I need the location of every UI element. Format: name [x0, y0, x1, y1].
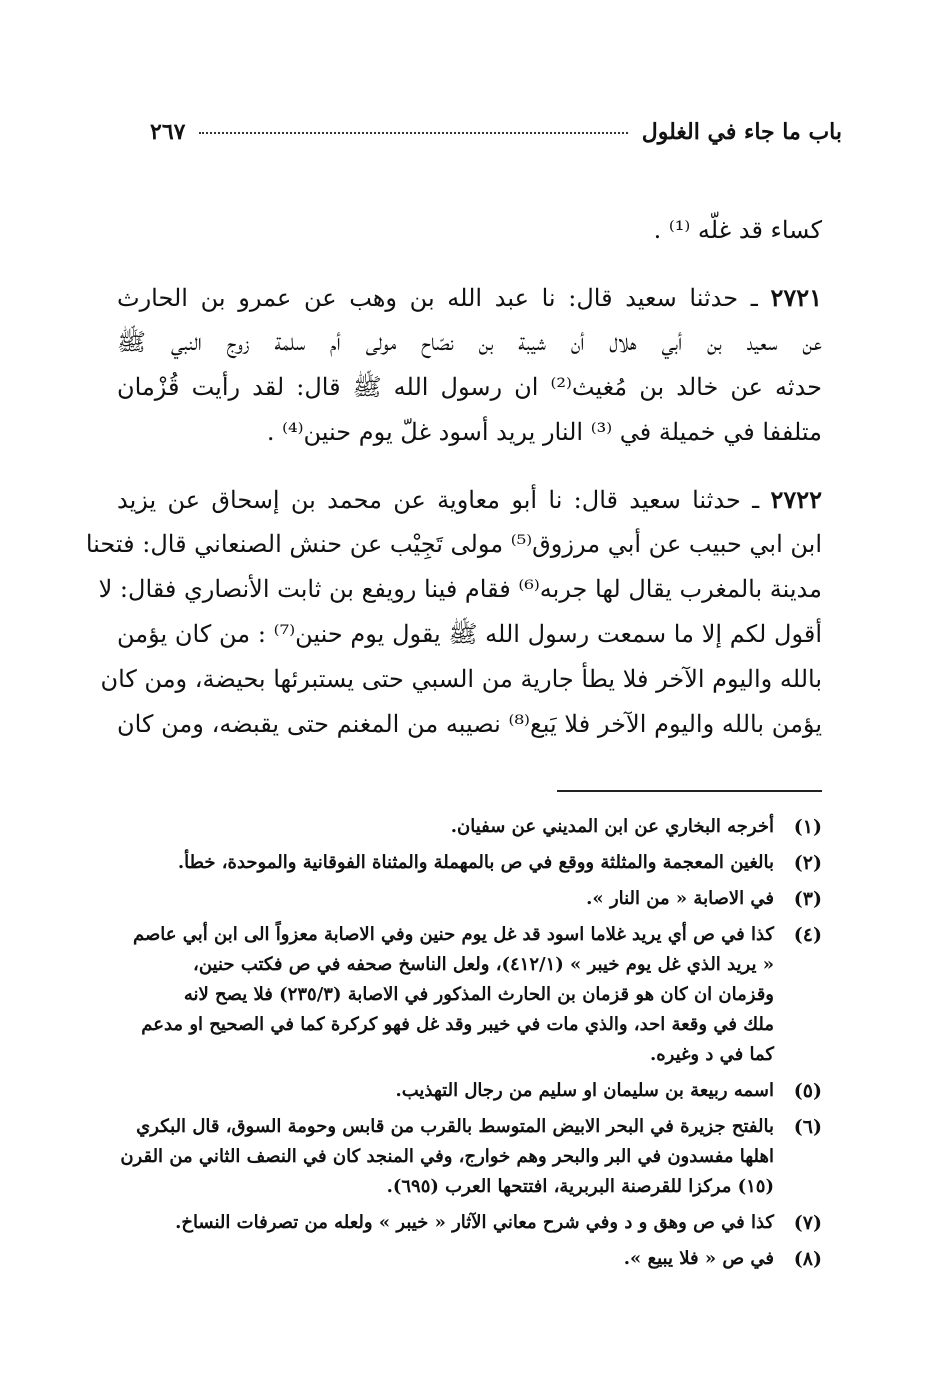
footnote-line: كذا في ص أي يريد غلاما اسود قد غل يوم حنين وفي الاصابة معزواً الى ابن أبي عاصم [133, 924, 774, 945]
footnote-separator [557, 790, 822, 792]
running-title: باب ما جاء في الغلول [641, 119, 842, 145]
footnote [117, 1112, 822, 1202]
main-text [85, 208, 823, 769]
text-line: عن سعيد بن أبي هلال أن شيبة بن نصّاح مولى أم سلمة زوج النبي ﷺ [117, 328, 822, 356]
hadith-number: ٢٧٢١ [770, 283, 822, 312]
text-line [117, 275, 822, 320]
footnote-number: (٦) [793, 1116, 822, 1138]
text-line: كساء قد غلّه ⁽¹⁾ . [653, 216, 822, 244]
text-line: ابن ابي حبيب عن أبي مرزوق⁽⁵⁾ مولى تَجِيْب عن حنش الصنعاني قال: فتحنا [85, 530, 822, 558]
footnote-number: (٧) [793, 1212, 822, 1234]
page-number: ٢٦٧ [150, 119, 186, 145]
footnote-line: في الاصابة « من النار ». [586, 888, 774, 909]
footnote-line: اسمه ربيعة بن سليمان او سليم من رجال التهذيب. [395, 1080, 774, 1101]
footnote-line: « يريد الذي غل يوم خيبر » (٤١٢/١)، ولعل الناسخ صحفه في ص فكتب حنين، [193, 954, 774, 975]
text-line: متلففا في خميلة في ⁽³⁾ النار يريد أسود غلّ يوم حنين⁽⁴⁾ . [266, 418, 822, 446]
text-line [117, 477, 822, 522]
dotted-leader [199, 131, 627, 134]
footnote-number: (١) [793, 816, 822, 838]
footnote-line: (١٥) مركزا للقرصنة البربرية، افتتحها العرب (٦٩٥). [386, 1176, 774, 1197]
text-line: يؤمن بالله واليوم الآخر فلا يَبع⁽⁸⁾ نصيبه من المغنم حتى يقبضه، ومن كان [117, 710, 823, 738]
opening-paragraph [117, 208, 822, 253]
footnote-number: (٥) [793, 1080, 822, 1102]
footnote-line: ملك في وقعة احد، والذي مات في خيبر وقد غل فهو كركرة كما في الصحيح او مدعم [141, 1014, 774, 1035]
footnote-line: في ص « فلا يبيع ». [623, 1248, 774, 1269]
footnote [117, 920, 822, 1070]
footnote-number: (٨) [793, 1248, 822, 1270]
footnote [117, 884, 822, 914]
footnote [117, 848, 822, 878]
footnote [117, 812, 822, 842]
line-text: ـ حدثنا سعيد قال: نا أبو معاوية عن محمد بن إسحاق عن يزيد [117, 486, 760, 514]
footnotes [117, 812, 822, 1280]
footnote-line: بالغين المعجمة والمثلثة ووقع في ص بالمهملة والمثناة الفوقانية والموحدة، خطأ. [177, 852, 774, 873]
footnote-line: أخرجه البخاري عن ابن المديني عن سفيان. [450, 816, 774, 837]
footnote [117, 1076, 822, 1106]
footnote-line: كما في د وغيره. [649, 1044, 774, 1065]
text-line: مدينة بالمغرب يقال لها جربه⁽⁶⁾ فقام فينا رويفع بن ثابت الأنصاري فقال: لا [98, 575, 822, 603]
text-line: بالله واليوم الآخر فلا يطأ جارية من السبي حتى يستبرئها بحيضة، ومن كان [100, 665, 822, 693]
hadith-number: ٢٧٢٢ [770, 485, 822, 514]
footnote [117, 1244, 822, 1274]
footnote-line: وقزمان ان كان هو قزمان بن الحارث المذكور في الاصابة (٢٣٥/٣) فلا يصح لانه [183, 984, 774, 1005]
text-line: حدثه عن خالد بن مُغيث⁽²⁾ ان رسول الله ﷺ قال: لقد رأيت قُزْمان [117, 373, 822, 401]
footnote-number: (٤) [793, 924, 822, 946]
hadith-2721 [117, 275, 822, 455]
footnote-number: (٣) [793, 888, 822, 910]
footnote-line: بالفتح جزيرة في البحر الابيض المتوسط بالقرب من قابس وحومة السوق، قال البكري [136, 1116, 774, 1137]
page-header [150, 112, 842, 152]
hadith-2722 [85, 477, 823, 747]
footnote-number: (٢) [793, 852, 822, 874]
footnote-line: كذا في ص وهق و د وفي شرح معاني الآثار « خيبر » ولعله من تصرفات النساخ. [175, 1212, 774, 1233]
text-line: أقول لكم إلا ما سمعت رسول الله ﷺ يقول يوم حنين⁽⁷⁾ : من كان يؤمن [117, 620, 823, 648]
footnote-line: اهلها مفسدون في البر والبحر وهم خوارج، وفي المنجد كان في النصف الثاني من القرن [120, 1146, 774, 1167]
line-text: ـ حدثنا سعيد قال: نا عبد الله بن وهب عن عمرو بن الحارث [117, 284, 758, 312]
footnote [117, 1208, 822, 1238]
